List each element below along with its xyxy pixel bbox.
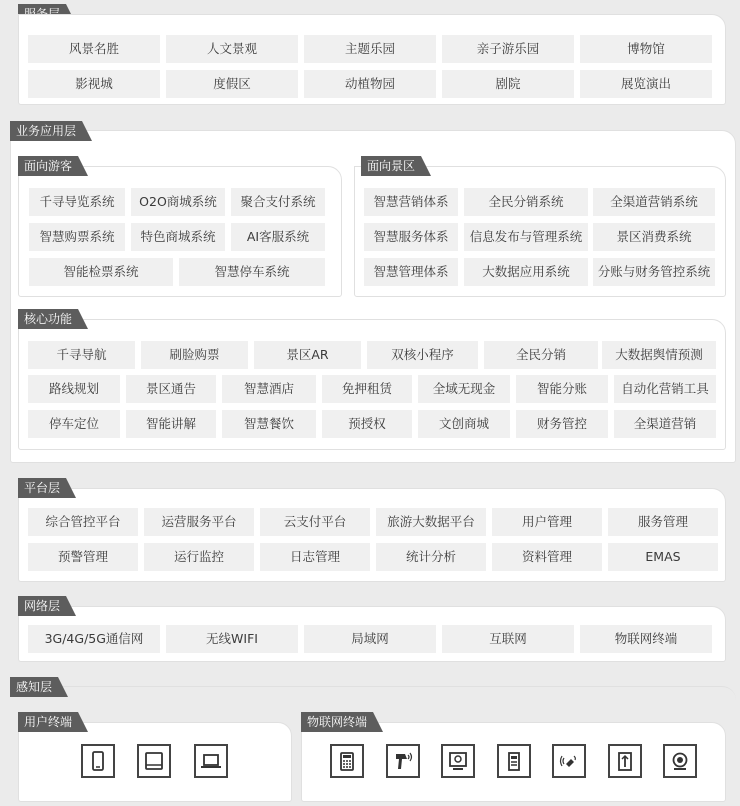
scenic-system: 全渠道营销系统: [593, 188, 715, 216]
platform-item: 统计分析: [376, 543, 486, 571]
tourist-system: AI客服系统: [231, 223, 325, 251]
tourist-system: 聚合支付系统: [231, 188, 325, 216]
platform-item: 旅游大数据平台: [376, 508, 486, 536]
network-item: 无线WIFI: [166, 625, 298, 653]
barcode-scanner-icon: [386, 744, 420, 778]
camera-icon: [663, 744, 697, 778]
network-item: 物联网终端: [580, 625, 712, 653]
scenic-system: 智慧服务体系: [364, 223, 458, 251]
platform-layer-title: 平台层: [18, 478, 66, 498]
platform-item: 云支付平台: [260, 508, 370, 536]
user-terminals-title: 用户终端: [18, 712, 78, 732]
tablet-icon: [137, 744, 171, 778]
tourist-title: 面向游客: [18, 156, 78, 176]
platform-item: 用户管理: [492, 508, 602, 536]
network-item: 互联网: [442, 625, 574, 653]
core-function: 千寻导航: [28, 341, 135, 369]
service-item: 主题乐园: [304, 35, 436, 63]
service-item: 亲子游乐园: [442, 35, 574, 63]
platform-item: EMAS: [608, 543, 718, 571]
scenic-system: 全民分销系统: [464, 188, 588, 216]
service-item: 博物馆: [580, 35, 712, 63]
platform-item: 资料管理: [492, 543, 602, 571]
tourist-system: 智能检票系统: [29, 258, 173, 286]
scenic-system: 大数据应用系统: [464, 258, 588, 286]
service-item: 度假区: [166, 70, 298, 98]
wireless-signal-icon: [552, 744, 586, 778]
platform-item: 服务管理: [608, 508, 718, 536]
laptop-icon: [194, 744, 228, 778]
smartphone-icon: [81, 744, 115, 778]
core-function: 景区通告: [126, 375, 216, 403]
core-function: 大数据舆情预测: [602, 341, 716, 369]
core-function: 全渠道营销: [614, 410, 716, 438]
tourist-system: 千寻导览系统: [29, 188, 125, 216]
core-function: 刷脸购票: [141, 341, 248, 369]
core-title: 核心功能: [18, 309, 78, 329]
scenic-system: 智慧营销体系: [364, 188, 458, 216]
platform-item: 日志管理: [260, 543, 370, 571]
core-function: 自动化营销工具: [614, 375, 716, 403]
business-layer-title: 业务应用层: [10, 121, 82, 141]
scenic-system: 景区消费系统: [593, 223, 715, 251]
network-item: 3G/4G/5G通信网: [28, 625, 160, 653]
core-function: 财务管控: [516, 410, 608, 438]
core-function: 免押租赁: [322, 375, 412, 403]
self-service-kiosk-icon: [441, 744, 475, 778]
tourist-system: 智慧停车系统: [179, 258, 325, 286]
core-function: 预授权: [322, 410, 412, 438]
scenic-system: 信息发布与管理系统: [464, 223, 588, 251]
scenic-title: 面向景区: [361, 156, 421, 176]
network-layer-title: 网络层: [18, 596, 66, 616]
iot-terminals-title: 物联网终端: [301, 712, 373, 732]
scenic-system: 分账与财务管控系统: [593, 258, 715, 286]
tourist-system: O2O商城系统: [131, 188, 225, 216]
service-item: 动植物园: [304, 70, 436, 98]
service-item: 剧院: [442, 70, 574, 98]
tourist-system: 智慧购票系统: [29, 223, 125, 251]
service-item: 人文景观: [166, 35, 298, 63]
core-function: 停车定位: [28, 410, 120, 438]
service-item: 影视城: [28, 70, 160, 98]
perception-layer-title: 感知层: [10, 677, 58, 697]
ticket-machine-icon: [497, 744, 531, 778]
tourist-system: 特色商城系统: [131, 223, 225, 251]
core-function: 文创商城: [418, 410, 510, 438]
core-function: 智慧酒店: [222, 375, 316, 403]
service-item: 风景名胜: [28, 35, 160, 63]
platform-item: 运营服务平台: [144, 508, 254, 536]
core-function: 路线规划: [28, 375, 120, 403]
pos-terminal-icon: [330, 744, 364, 778]
core-function: 全域无现金: [418, 375, 510, 403]
core-function: 全民分销: [484, 341, 598, 369]
core-function: 双核小程序: [367, 341, 478, 369]
scenic-system: 智慧管理体系: [364, 258, 458, 286]
platform-item: 运行监控: [144, 543, 254, 571]
service-item: 展览演出: [580, 70, 712, 98]
core-function: 智能讲解: [126, 410, 216, 438]
platform-item: 综合管控平台: [28, 508, 138, 536]
network-item: 局域网: [304, 625, 436, 653]
core-function: 智能分账: [516, 375, 608, 403]
platform-item: 预警管理: [28, 543, 138, 571]
core-function: 景区AR: [254, 341, 361, 369]
core-function: 智慧餐饮: [222, 410, 316, 438]
gate-icon: [608, 744, 642, 778]
